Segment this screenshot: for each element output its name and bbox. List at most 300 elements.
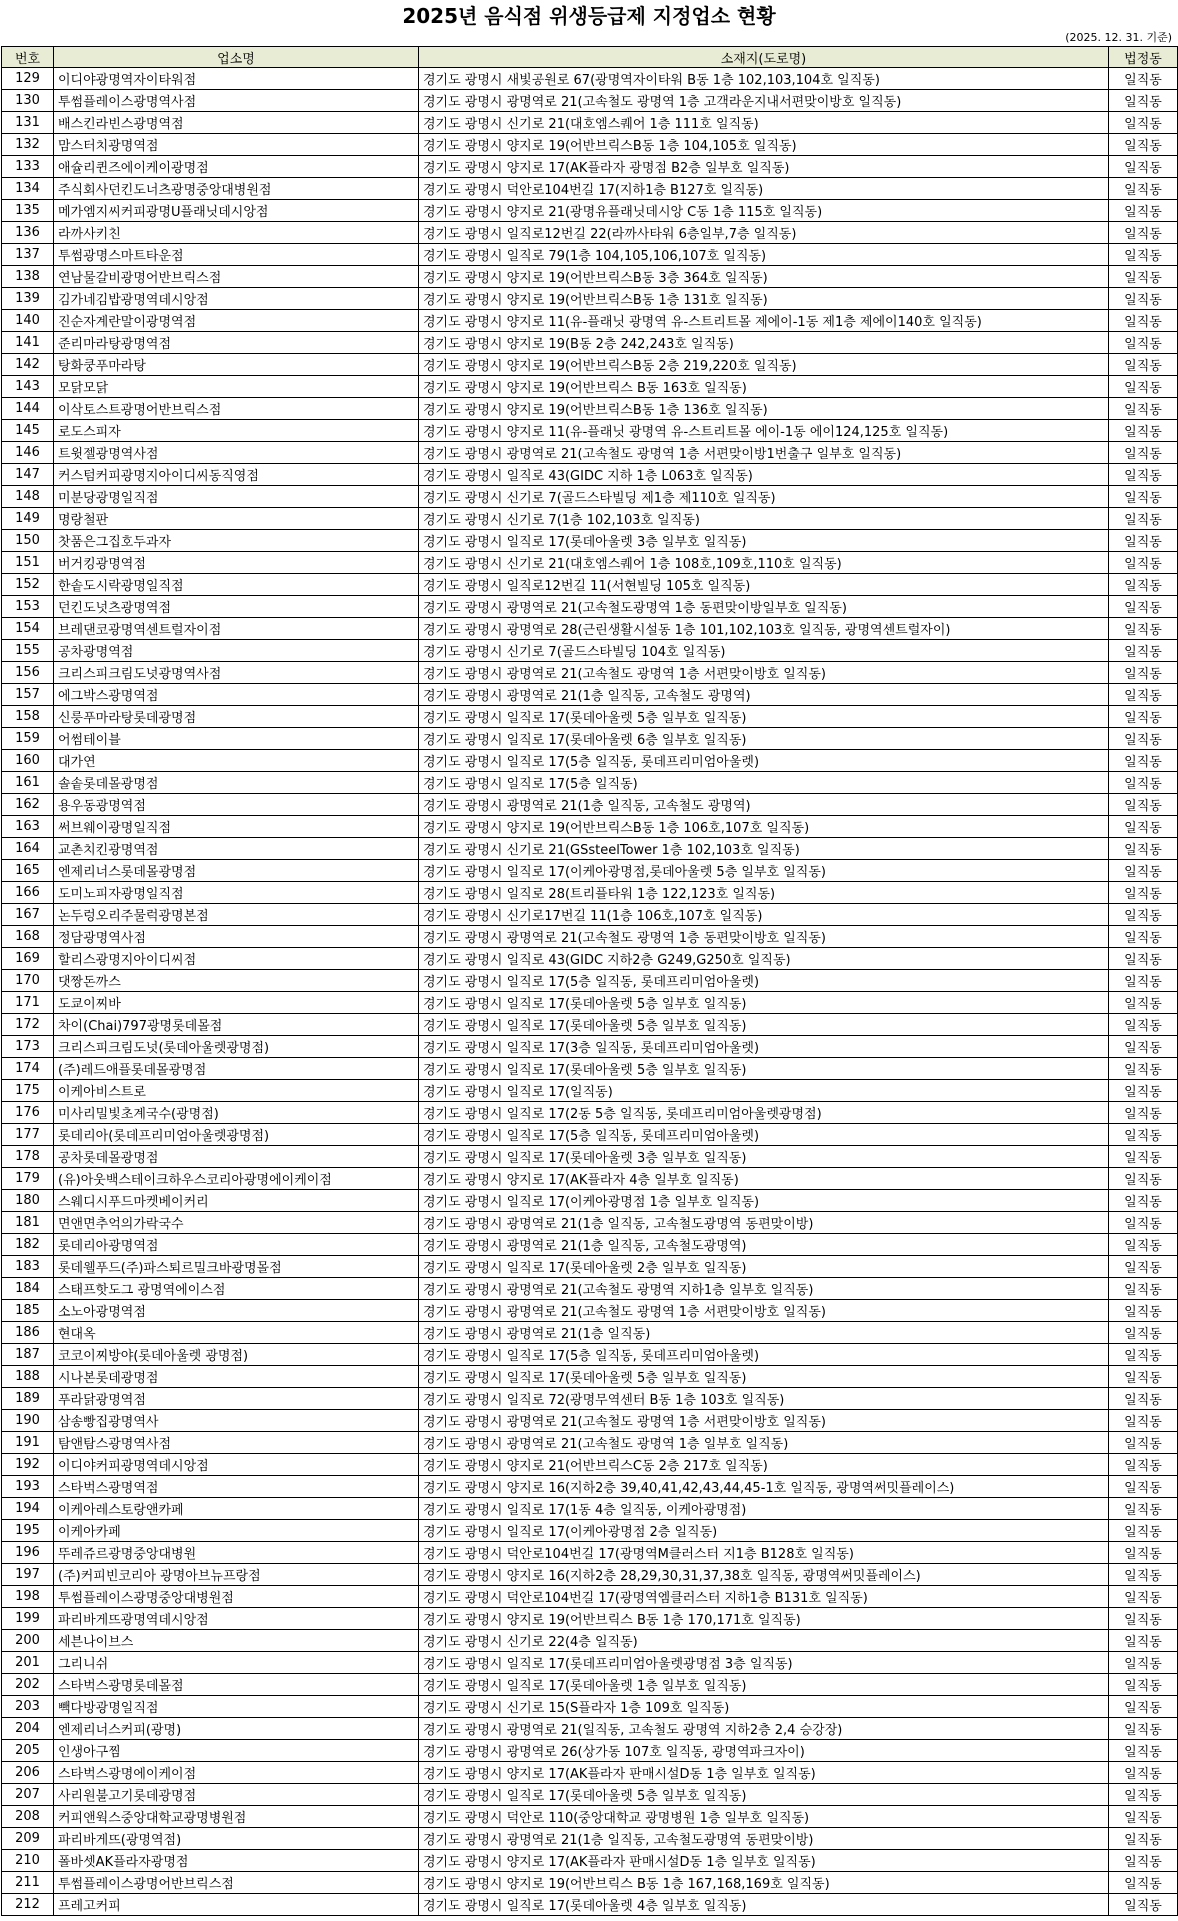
- cell-address: 경기도 광명시 일직로 17(5층 일직동): [419, 772, 1109, 794]
- table-row: [2, 222, 1178, 244]
- cell-establishment-name: 사리원불고기롯데광명점: [54, 1784, 419, 1806]
- cell-establishment-name: 라까사키친: [54, 222, 419, 244]
- cell-number: 169: [2, 948, 54, 970]
- cell-establishment-name: 신룽푸마라탕롯데광명점: [54, 706, 419, 728]
- cell-establishment-name: 미분당광명일직점: [54, 486, 419, 508]
- table-row: [2, 882, 1178, 904]
- cell-address: 경기도 광명시 양지로 19(어반브릭스 B동 1층 167,168,169호 일직동): [419, 1872, 1109, 1894]
- table-row: [2, 1850, 1178, 1872]
- header-address: 소재지(도로명): [419, 47, 1109, 68]
- cell-establishment-name: 주식회사던킨도너츠광명중앙대병원점: [54, 178, 419, 200]
- cell-dong: 일직동: [1109, 838, 1178, 860]
- table-row: [2, 112, 1178, 134]
- cell-establishment-name: 도미노피자광명일직점: [54, 882, 419, 904]
- cell-number: 156: [2, 662, 54, 684]
- cell-address: 경기도 광명시 양지로 16(지하2층 28,29,30,31,37,38호 일직동, 광명역써밋플레이스): [419, 1564, 1109, 1586]
- cell-number: 166: [2, 882, 54, 904]
- cell-number: 189: [2, 1388, 54, 1410]
- table-row: [2, 1388, 1178, 1410]
- cell-address: 경기도 광명시 일직로 17(롯데아울렛 5층 일부호 일직동): [419, 1784, 1109, 1806]
- cell-address: 경기도 광명시 새빛공원로 67(광명역자이타워 B동 1층 102,103,104호 일직동): [419, 68, 1109, 90]
- cell-establishment-name: 파리바게뜨(광명역점): [54, 1828, 419, 1850]
- cell-number: 142: [2, 354, 54, 376]
- cell-address: 경기도 광명시 일직로 43(GIDC 지하 1층 L063호 일직동): [419, 464, 1109, 486]
- cell-address: 경기도 광명시 덕안로104번길 17(광명역엠클러스터 지하1층 B131호 일직동): [419, 1586, 1109, 1608]
- cell-establishment-name: 인생아구찜: [54, 1740, 419, 1762]
- cell-dong: 일직동: [1109, 288, 1178, 310]
- cell-address: 경기도 광명시 일직로 72(광명무역센터 B동 1층 103호 일직동): [419, 1388, 1109, 1410]
- cell-establishment-name: 애슐리퀸즈에이케이광명점: [54, 156, 419, 178]
- table-row: [2, 596, 1178, 618]
- cell-establishment-name: 던킨도넛츠광명역점: [54, 596, 419, 618]
- cell-address: 경기도 광명시 일직로 17(2동 5층 일직동, 롯데프리미엄아울렛광명점): [419, 1102, 1109, 1124]
- table-row: [2, 1564, 1178, 1586]
- cell-establishment-name: 맘스터치광명역점: [54, 134, 419, 156]
- table-row: [2, 794, 1178, 816]
- cell-number: 182: [2, 1234, 54, 1256]
- cell-address: 경기도 광명시 양지로 11(유-플래닛 광명역 유-스트리트몰 에이-1동 에이124,125호 일직동): [419, 420, 1109, 442]
- cell-dong: 일직동: [1109, 1806, 1178, 1828]
- cell-dong: 일직동: [1109, 1762, 1178, 1784]
- cell-number: 157: [2, 684, 54, 706]
- cell-dong: 일직동: [1109, 860, 1178, 882]
- cell-address: 경기도 광명시 광명역로 26(상가동 107호 일직동, 광명역파크자이): [419, 1740, 1109, 1762]
- cell-dong: 일직동: [1109, 1278, 1178, 1300]
- cell-establishment-name: 롯데리아(롯데프리미엄아울렛광명점): [54, 1124, 419, 1146]
- table-row: [2, 1212, 1178, 1234]
- cell-establishment-name: 이디야광명역자이타워점: [54, 68, 419, 90]
- table-row: [2, 508, 1178, 530]
- cell-dong: 일직동: [1109, 508, 1178, 530]
- cell-number: 161: [2, 772, 54, 794]
- cell-address: 경기도 광명시 양지로 11(유-플래닛 광명역 유-스트리트몰 제에이-1동 제1층 제에이140호 일직동): [419, 310, 1109, 332]
- table-row: [2, 1718, 1178, 1740]
- cell-dong: 일직동: [1109, 1058, 1178, 1080]
- cell-address: 경기도 광명시 광명역로 21(1층 일직동, 고속철도광명역 동편맞이방): [419, 1212, 1109, 1234]
- cell-address: 경기도 광명시 광명역로 21(고속철도 광명역 지하1층 일부호 일직동): [419, 1278, 1109, 1300]
- cell-establishment-name: 교촌치킨광명역점: [54, 838, 419, 860]
- cell-address: 경기도 광명시 일직로 17(롯데프리미엄아울렛광명점 3층 일직동): [419, 1652, 1109, 1674]
- cell-establishment-name: 크리스피크림도넛(롯데아울렛광명점): [54, 1036, 419, 1058]
- cell-dong: 일직동: [1109, 662, 1178, 684]
- table-row: [2, 464, 1178, 486]
- cell-number: 205: [2, 1740, 54, 1762]
- cell-address: 경기도 광명시 양지로 19(어반브릭스B동 1층 106호,107호 일직동): [419, 816, 1109, 838]
- cell-address: 경기도 광명시 일직로 17(롯데아울렛 2층 일부호 일직동): [419, 1256, 1109, 1278]
- table-row: [2, 1146, 1178, 1168]
- table-row: [2, 1168, 1178, 1190]
- cell-number: 137: [2, 244, 54, 266]
- cell-address: 경기도 광명시 신기로 7(골드스타빌딩 제1층 제110호 일직동): [419, 486, 1109, 508]
- table-row: [2, 992, 1178, 1014]
- cell-address: 경기도 광명시 광명역로 28(근린생활시설동 1층 101,102,103호 일직동, 광명역센트럴자이): [419, 618, 1109, 640]
- cell-establishment-name: 할리스광명지아이디씨점: [54, 948, 419, 970]
- cell-establishment-name: 스웨디시푸드마켓베이커리: [54, 1190, 419, 1212]
- cell-establishment-name: 연남물갈비광명어반브릭스점: [54, 266, 419, 288]
- table-row: [2, 618, 1178, 640]
- date-note: (2025. 12. 31. 기준): [1065, 31, 1172, 44]
- table-row: [2, 376, 1178, 398]
- cell-number: 208: [2, 1806, 54, 1828]
- cell-dong: 일직동: [1109, 420, 1178, 442]
- cell-establishment-name: 용우동광명역점: [54, 794, 419, 816]
- table-row: [2, 728, 1178, 750]
- cell-address: 경기도 광명시 일직로 17(롯데아울렛 1층 일부호 일직동): [419, 1674, 1109, 1696]
- cell-dong: 일직동: [1109, 156, 1178, 178]
- cell-number: 206: [2, 1762, 54, 1784]
- cell-establishment-name: 현대옥: [54, 1322, 419, 1344]
- cell-establishment-name: 대가연: [54, 750, 419, 772]
- cell-dong: 일직동: [1109, 134, 1178, 156]
- cell-number: 136: [2, 222, 54, 244]
- cell-number: 173: [2, 1036, 54, 1058]
- table-row: [2, 178, 1178, 200]
- cell-number: 143: [2, 376, 54, 398]
- cell-address: 경기도 광명시 일직로12번길 11(서현빌딩 105호 일직동): [419, 574, 1109, 596]
- table-row: [2, 684, 1178, 706]
- cell-number: 187: [2, 1344, 54, 1366]
- cell-number: 149: [2, 508, 54, 530]
- cell-establishment-name: 프레고커피: [54, 1894, 419, 1916]
- cell-dong: 일직동: [1109, 1784, 1178, 1806]
- cell-establishment-name: 트윗젤광명역사점: [54, 442, 419, 464]
- table-row: [2, 838, 1178, 860]
- cell-dong: 일직동: [1109, 1630, 1178, 1652]
- cell-dong: 일직동: [1109, 1036, 1178, 1058]
- table-row: [2, 1674, 1178, 1696]
- cell-address: 경기도 광명시 일직로 17(롯데아울렛 5층 일부호 일직동): [419, 1058, 1109, 1080]
- cell-address: 경기도 광명시 신기로 7(1층 102,103호 일직동): [419, 508, 1109, 530]
- cell-dong: 일직동: [1109, 1476, 1178, 1498]
- cell-dong: 일직동: [1109, 442, 1178, 464]
- cell-address: 경기도 광명시 양지로 17(AK플라자 4층 일부호 일직동): [419, 1168, 1109, 1190]
- cell-number: 198: [2, 1586, 54, 1608]
- establishment-table: [1, 46, 1178, 1916]
- cell-number: 130: [2, 90, 54, 112]
- table-row: [2, 1476, 1178, 1498]
- cell-address: 경기도 광명시 광명역로 21(고속철도 광명역 1층 고객라운지내서편맞이방호 일직동): [419, 90, 1109, 112]
- cell-address: 경기도 광명시 광명역로 21(고속철도 광명역 1층 서편맞이방호 일직동): [419, 662, 1109, 684]
- header-no: 번호: [2, 47, 54, 68]
- cell-number: 195: [2, 1520, 54, 1542]
- cell-dong: 일직동: [1109, 1146, 1178, 1168]
- cell-address: 경기도 광명시 신기로 7(골드스타빌딩 104호 일직동): [419, 640, 1109, 662]
- cell-number: 168: [2, 926, 54, 948]
- cell-address: 경기도 광명시 신기로 15(S플라자 1층 109호 일직동): [419, 1696, 1109, 1718]
- cell-dong: 일직동: [1109, 816, 1178, 838]
- cell-number: 154: [2, 618, 54, 640]
- cell-establishment-name: 그리니쉬: [54, 1652, 419, 1674]
- cell-number: 134: [2, 178, 54, 200]
- cell-establishment-name: 투썸플레이스광명역사점: [54, 90, 419, 112]
- cell-dong: 일직동: [1109, 992, 1178, 1014]
- cell-address: 경기도 광명시 덕안로104번길 17(지하1층 B127호 일직동): [419, 178, 1109, 200]
- cell-establishment-name: 면앤면추억의가락국수: [54, 1212, 419, 1234]
- cell-establishment-name: 에그박스광명역점: [54, 684, 419, 706]
- cell-dong: 일직동: [1109, 310, 1178, 332]
- cell-establishment-name: 빽다방광명일직점: [54, 1696, 419, 1718]
- cell-dong: 일직동: [1109, 618, 1178, 640]
- cell-dong: 일직동: [1109, 728, 1178, 750]
- cell-dong: 일직동: [1109, 1608, 1178, 1630]
- cell-address: 경기도 광명시 양지로 19(어반브릭스 B동 163호 일직동): [419, 376, 1109, 398]
- cell-number: 162: [2, 794, 54, 816]
- cell-dong: 일직동: [1109, 926, 1178, 948]
- table-row: [2, 1190, 1178, 1212]
- cell-number: 176: [2, 1102, 54, 1124]
- table-row: [2, 200, 1178, 222]
- cell-establishment-name: 세븐나이브스: [54, 1630, 419, 1652]
- table-row: [2, 442, 1178, 464]
- cell-establishment-name: 파리바게뜨광명역데시앙점: [54, 1608, 419, 1630]
- cell-address: 경기도 광명시 양지로 21(광명유플래닛데시앙 C동 1층 115호 일직동): [419, 200, 1109, 222]
- cell-number: 138: [2, 266, 54, 288]
- cell-address: 경기도 광명시 일직로 17(롯데아울렛 3층 일부호 일직동): [419, 1146, 1109, 1168]
- cell-dong: 일직동: [1109, 90, 1178, 112]
- cell-establishment-name: 투썸플레이스광명중앙대병원점: [54, 1586, 419, 1608]
- page-title: 2025년 음식점 위생등급제 지정업소 현황: [402, 4, 776, 28]
- table-row: [2, 1058, 1178, 1080]
- cell-establishment-name: 삼송빵집광명역사: [54, 1410, 419, 1432]
- table-row: [2, 1542, 1178, 1564]
- cell-number: 144: [2, 398, 54, 420]
- cell-dong: 일직동: [1109, 970, 1178, 992]
- cell-establishment-name: 김가네김밥광명역데시앙점: [54, 288, 419, 310]
- cell-number: 212: [2, 1894, 54, 1916]
- table-row: [2, 1234, 1178, 1256]
- cell-number: 135: [2, 200, 54, 222]
- cell-number: 207: [2, 1784, 54, 1806]
- cell-establishment-name: 버거킹광명역점: [54, 552, 419, 574]
- cell-address: 경기도 광명시 양지로 19(어반브릭스B동 2층 219,220호 일직동): [419, 354, 1109, 376]
- cell-dong: 일직동: [1109, 1344, 1178, 1366]
- cell-establishment-name: 브레댄코광명역센트럴자이점: [54, 618, 419, 640]
- table-row: [2, 398, 1178, 420]
- cell-dong: 일직동: [1109, 1718, 1178, 1740]
- cell-address: 경기도 광명시 일직로 17(이케아광명점,롯데아울렛 5층 일부호 일직동): [419, 860, 1109, 882]
- cell-number: 196: [2, 1542, 54, 1564]
- cell-address: 경기도 광명시 일직로 17(롯데아울렛 4층 일부호 일직동): [419, 1894, 1109, 1916]
- cell-number: 141: [2, 332, 54, 354]
- cell-address: 경기도 광명시 일직로 17(일직동): [419, 1080, 1109, 1102]
- cell-dong: 일직동: [1109, 1520, 1178, 1542]
- cell-dong: 일직동: [1109, 882, 1178, 904]
- cell-address: 경기도 광명시 신기로17번길 11(1층 106호,107호 일직동): [419, 904, 1109, 926]
- cell-number: 194: [2, 1498, 54, 1520]
- cell-dong: 일직동: [1109, 1080, 1178, 1102]
- cell-establishment-name: 이케아레스토랑앤카페: [54, 1498, 419, 1520]
- cell-establishment-name: (유)아웃백스테이크하우스코리아광명에이케이점: [54, 1168, 419, 1190]
- cell-number: 193: [2, 1476, 54, 1498]
- cell-establishment-name: 푸라닭광명역점: [54, 1388, 419, 1410]
- cell-address: 경기도 광명시 일직로 17(롯데아울렛 5층 일부호 일직동): [419, 1014, 1109, 1036]
- cell-number: 191: [2, 1432, 54, 1454]
- table-body: [2, 68, 1178, 1916]
- table-row: [2, 1784, 1178, 1806]
- table-row: [2, 90, 1178, 112]
- cell-number: 192: [2, 1454, 54, 1476]
- cell-dong: 일직동: [1109, 354, 1178, 376]
- cell-establishment-name: 한솥도시락광명일직점: [54, 574, 419, 596]
- cell-dong: 일직동: [1109, 1454, 1178, 1476]
- cell-dong: 일직동: [1109, 1498, 1178, 1520]
- cell-number: 188: [2, 1366, 54, 1388]
- table-row: [2, 1102, 1178, 1124]
- cell-establishment-name: (주)레드애플롯데몰광명점: [54, 1058, 419, 1080]
- cell-number: 177: [2, 1124, 54, 1146]
- cell-address: 경기도 광명시 일직로 79(1층 104,105,106,107호 일직동): [419, 244, 1109, 266]
- cell-address: 경기도 광명시 일직로 28(트리플타워 1층 122,123호 일직동): [419, 882, 1109, 904]
- cell-address: 경기도 광명시 양지로 17(AK플라자 광명점 B2층 일부호 일직동): [419, 156, 1109, 178]
- cell-establishment-name: (주)커피빈코리아 광명아브뉴프랑점: [54, 1564, 419, 1586]
- cell-establishment-name: 공차광명역점: [54, 640, 419, 662]
- table-row: [2, 1872, 1178, 1894]
- table-row: [2, 1586, 1178, 1608]
- cell-number: 201: [2, 1652, 54, 1674]
- header-name: 업소명: [54, 47, 419, 68]
- cell-address: 경기도 광명시 양지로 19(어반브릭스B동 1층 104,105호 일직동): [419, 134, 1109, 156]
- cell-number: 186: [2, 1322, 54, 1344]
- cell-establishment-name: 탕화쿵푸마라탕: [54, 354, 419, 376]
- table-row: [2, 310, 1178, 332]
- cell-address: 경기도 광명시 광명역로 21(1층 일직동, 고속철도광명역 동편맞이방): [419, 1828, 1109, 1850]
- cell-number: 133: [2, 156, 54, 178]
- cell-establishment-name: 이삭토스트광명어반브릭스점: [54, 398, 419, 420]
- cell-dong: 일직동: [1109, 948, 1178, 970]
- cell-dong: 일직동: [1109, 1234, 1178, 1256]
- table-row: [2, 1256, 1178, 1278]
- cell-dong: 일직동: [1109, 1124, 1178, 1146]
- cell-address: 경기도 광명시 양지로 17(AK플라자 판매시설D동 1층 일부호 일직동): [419, 1850, 1109, 1872]
- cell-number: 164: [2, 838, 54, 860]
- cell-number: 165: [2, 860, 54, 882]
- cell-dong: 일직동: [1109, 1300, 1178, 1322]
- table-row: [2, 1652, 1178, 1674]
- cell-dong: 일직동: [1109, 1652, 1178, 1674]
- table-row: [2, 640, 1178, 662]
- cell-dong: 일직동: [1109, 1102, 1178, 1124]
- cell-number: 175: [2, 1080, 54, 1102]
- cell-establishment-name: 미사리밀빛초계국수(광명점): [54, 1102, 419, 1124]
- cell-address: 경기도 광명시 양지로 21(어반브릭스C동 2층 217호 일직동): [419, 1454, 1109, 1476]
- cell-number: 163: [2, 816, 54, 838]
- cell-establishment-name: 도쿄이찌바: [54, 992, 419, 1014]
- cell-dong: 일직동: [1109, 332, 1178, 354]
- cell-number: 159: [2, 728, 54, 750]
- cell-number: 210: [2, 1850, 54, 1872]
- cell-establishment-name: 논두렁오리주물럭광명본점: [54, 904, 419, 926]
- table-row: [2, 486, 1178, 508]
- cell-number: 131: [2, 112, 54, 134]
- cell-establishment-name: 뚜레쥬르광명중앙대병원: [54, 1542, 419, 1564]
- cell-number: 140: [2, 310, 54, 332]
- cell-number: 200: [2, 1630, 54, 1652]
- cell-establishment-name: 써브웨이광명일직점: [54, 816, 419, 838]
- cell-address: 경기도 광명시 광명역로 21(1층 일직동, 고속철도 광명역): [419, 684, 1109, 706]
- table-row: [2, 750, 1178, 772]
- table-row: [2, 244, 1178, 266]
- cell-establishment-name: 어썸테이블: [54, 728, 419, 750]
- table-row: [2, 332, 1178, 354]
- cell-number: 145: [2, 420, 54, 442]
- cell-number: 152: [2, 574, 54, 596]
- cell-address: 경기도 광명시 신기로 21(대호엠스퀘어 1층 108호,109호,110호 일직동): [419, 552, 1109, 574]
- table-row: [2, 1278, 1178, 1300]
- cell-establishment-name: 이케아비스트로: [54, 1080, 419, 1102]
- cell-establishment-name: 배스킨라빈스광명역점: [54, 112, 419, 134]
- cell-number: 203: [2, 1696, 54, 1718]
- cell-dong: 일직동: [1109, 1586, 1178, 1608]
- table-row: [2, 1894, 1178, 1916]
- cell-dong: 일직동: [1109, 552, 1178, 574]
- table-row: [2, 1300, 1178, 1322]
- cell-address: 경기도 광명시 일직로 17(이케아광명점 2층 일직동): [419, 1520, 1109, 1542]
- cell-number: 209: [2, 1828, 54, 1850]
- cell-establishment-name: 커스텀커피광명지아이디씨동직영점: [54, 464, 419, 486]
- cell-number: 153: [2, 596, 54, 618]
- cell-address: 경기도 광명시 신기로 21(대호엠스퀘어 1층 111호 일직동): [419, 112, 1109, 134]
- cell-number: 180: [2, 1190, 54, 1212]
- cell-address: 경기도 광명시 신기로 21(GSsteelTower 1층 102,103호 일직동): [419, 838, 1109, 860]
- cell-establishment-name: 커피앤웍스중앙대학교광명병원점: [54, 1806, 419, 1828]
- cell-establishment-name: 스타벅스광명역점: [54, 1476, 419, 1498]
- cell-address: 경기도 광명시 광명역로 21(1층 일직동, 고속철도 광명역): [419, 794, 1109, 816]
- cell-address: 경기도 광명시 광명역로 21(일직동, 고속철도 광명역 지하2층 2,4 승강장): [419, 1718, 1109, 1740]
- cell-dong: 일직동: [1109, 200, 1178, 222]
- cell-dong: 일직동: [1109, 1850, 1178, 1872]
- cell-establishment-name: 폴바셋AK플라자광명점: [54, 1850, 419, 1872]
- cell-dong: 일직동: [1109, 530, 1178, 552]
- cell-address: 경기도 광명시 일직로 17(5층 일직동, 롯데프리미엄아울렛): [419, 750, 1109, 772]
- cell-number: 139: [2, 288, 54, 310]
- cell-establishment-name: 메가엠지씨커피광명U플래닛데시앙점: [54, 200, 419, 222]
- cell-address: 경기도 광명시 광명역로 21(고속철도 광명역 1층 일부호 일직동): [419, 1432, 1109, 1454]
- cell-number: 202: [2, 1674, 54, 1696]
- table-row: [2, 266, 1178, 288]
- cell-establishment-name: 로도스피자: [54, 420, 419, 442]
- table-row: [2, 1322, 1178, 1344]
- table-row: [2, 1454, 1178, 1476]
- cell-establishment-name: 코코이찌방야(롯데아울렛 광명점): [54, 1344, 419, 1366]
- cell-dong: 일직동: [1109, 772, 1178, 794]
- cell-establishment-name: 롯데리아광명역점: [54, 1234, 419, 1256]
- cell-dong: 일직동: [1109, 1190, 1178, 1212]
- cell-address: 경기도 광명시 양지로 19(어반브릭스B동 3층 364호 일직동): [419, 266, 1109, 288]
- cell-dong: 일직동: [1109, 486, 1178, 508]
- cell-address: 경기도 광명시 일직로 17(3층 일직동, 롯데프리미엄아울렛): [419, 1036, 1109, 1058]
- cell-dong: 일직동: [1109, 684, 1178, 706]
- cell-establishment-name: 찻품은그집호두과자: [54, 530, 419, 552]
- cell-establishment-name: 엔제리너스롯데몰광명점: [54, 860, 419, 882]
- table-row: [2, 816, 1178, 838]
- cell-number: 160: [2, 750, 54, 772]
- cell-establishment-name: 명랑철판: [54, 508, 419, 530]
- cell-dong: 일직동: [1109, 1674, 1178, 1696]
- cell-number: 147: [2, 464, 54, 486]
- cell-number: 211: [2, 1872, 54, 1894]
- cell-number: 204: [2, 1718, 54, 1740]
- cell-establishment-name: 솔솥롯데몰광명점: [54, 772, 419, 794]
- cell-dong: 일직동: [1109, 1322, 1178, 1344]
- cell-number: 150: [2, 530, 54, 552]
- cell-address: 경기도 광명시 광명역로 21(고속철도 광명역 1층 서편맞이방호 일직동): [419, 1300, 1109, 1322]
- cell-address: 경기도 광명시 광명역로 21(고속철도 광명역 1층 서편맞이방호 일직동): [419, 1410, 1109, 1432]
- table-row: [2, 530, 1178, 552]
- table-row: [2, 1630, 1178, 1652]
- cell-establishment-name: 정담광명역사점: [54, 926, 419, 948]
- cell-number: 190: [2, 1410, 54, 1432]
- cell-address: 경기도 광명시 일직로 43(GIDC 지하2층 G249,G250호 일직동): [419, 948, 1109, 970]
